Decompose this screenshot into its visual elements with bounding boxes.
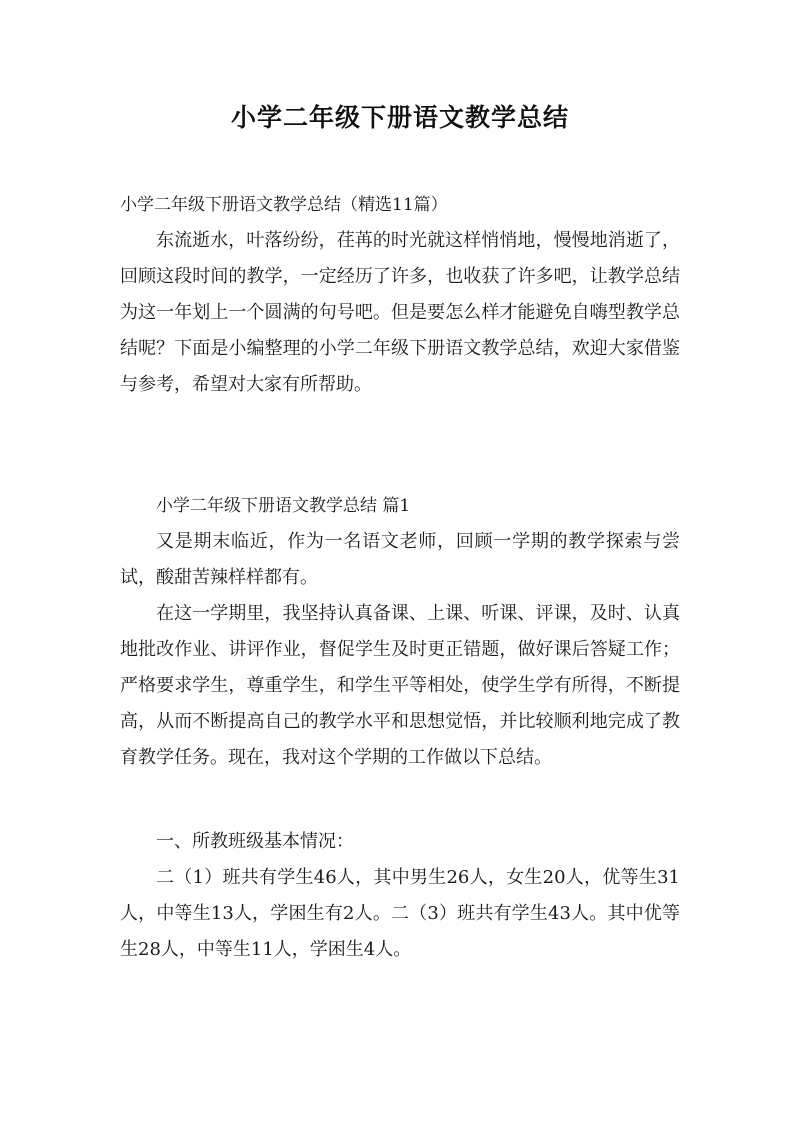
body-paragraph: 在这一学期里，我坚持认真备课、上课、听课、评课，及时、认真地批改作业、讲评作业，督促学生及时更正错题，做好课后答疑工作；严格要求学生，尊重学生，和学生平等相处，使学生学有所得，不断提高，从而不断提高自己的教学水平和思想觉悟，并比较顺利地完成了教育教学任务。现在，我对这个学期的工作做以下总结。	[120, 603, 680, 768]
section-heading: 小学二年级下册语文教学总结 篇1	[156, 496, 411, 516]
intro-paragraph: 东流逝水，叶落纷纷，荏苒的时光就这样悄悄地，慢慢地消逝了，回顾这段时间的教学，一定经历了许多，也收获了许多吧，让教学总结为这一年划上一个圆满的句号吧。但是要怎么样才能避免自嗨型教学总结呢？下面是小编整理的小学二年级下册语文教学总结，欢迎大家借鉴与参考，希望对大家有所帮助。	[120, 230, 680, 395]
body-paragraph: 二（1）班共有学生46人，其中男生26人，女生20人，优等生31人，中等生13人，学困生有2人。二（3）班共有学生43人。其中优等生28人，中等生11人，学困生4人。	[120, 867, 680, 960]
body-paragraph: 又是期末临近，作为一名语文老师，回顾一学期的教学探索与尝试，酸甜苦辣样样都有。	[120, 531, 680, 588]
document-subtitle: 小学二年级下册语文教学总结（精选11篇）	[120, 195, 448, 215]
document-title: 小学二年级下册语文教学总结	[230, 103, 569, 132]
list-heading: 一、所教班级基本情况：	[156, 831, 354, 852]
